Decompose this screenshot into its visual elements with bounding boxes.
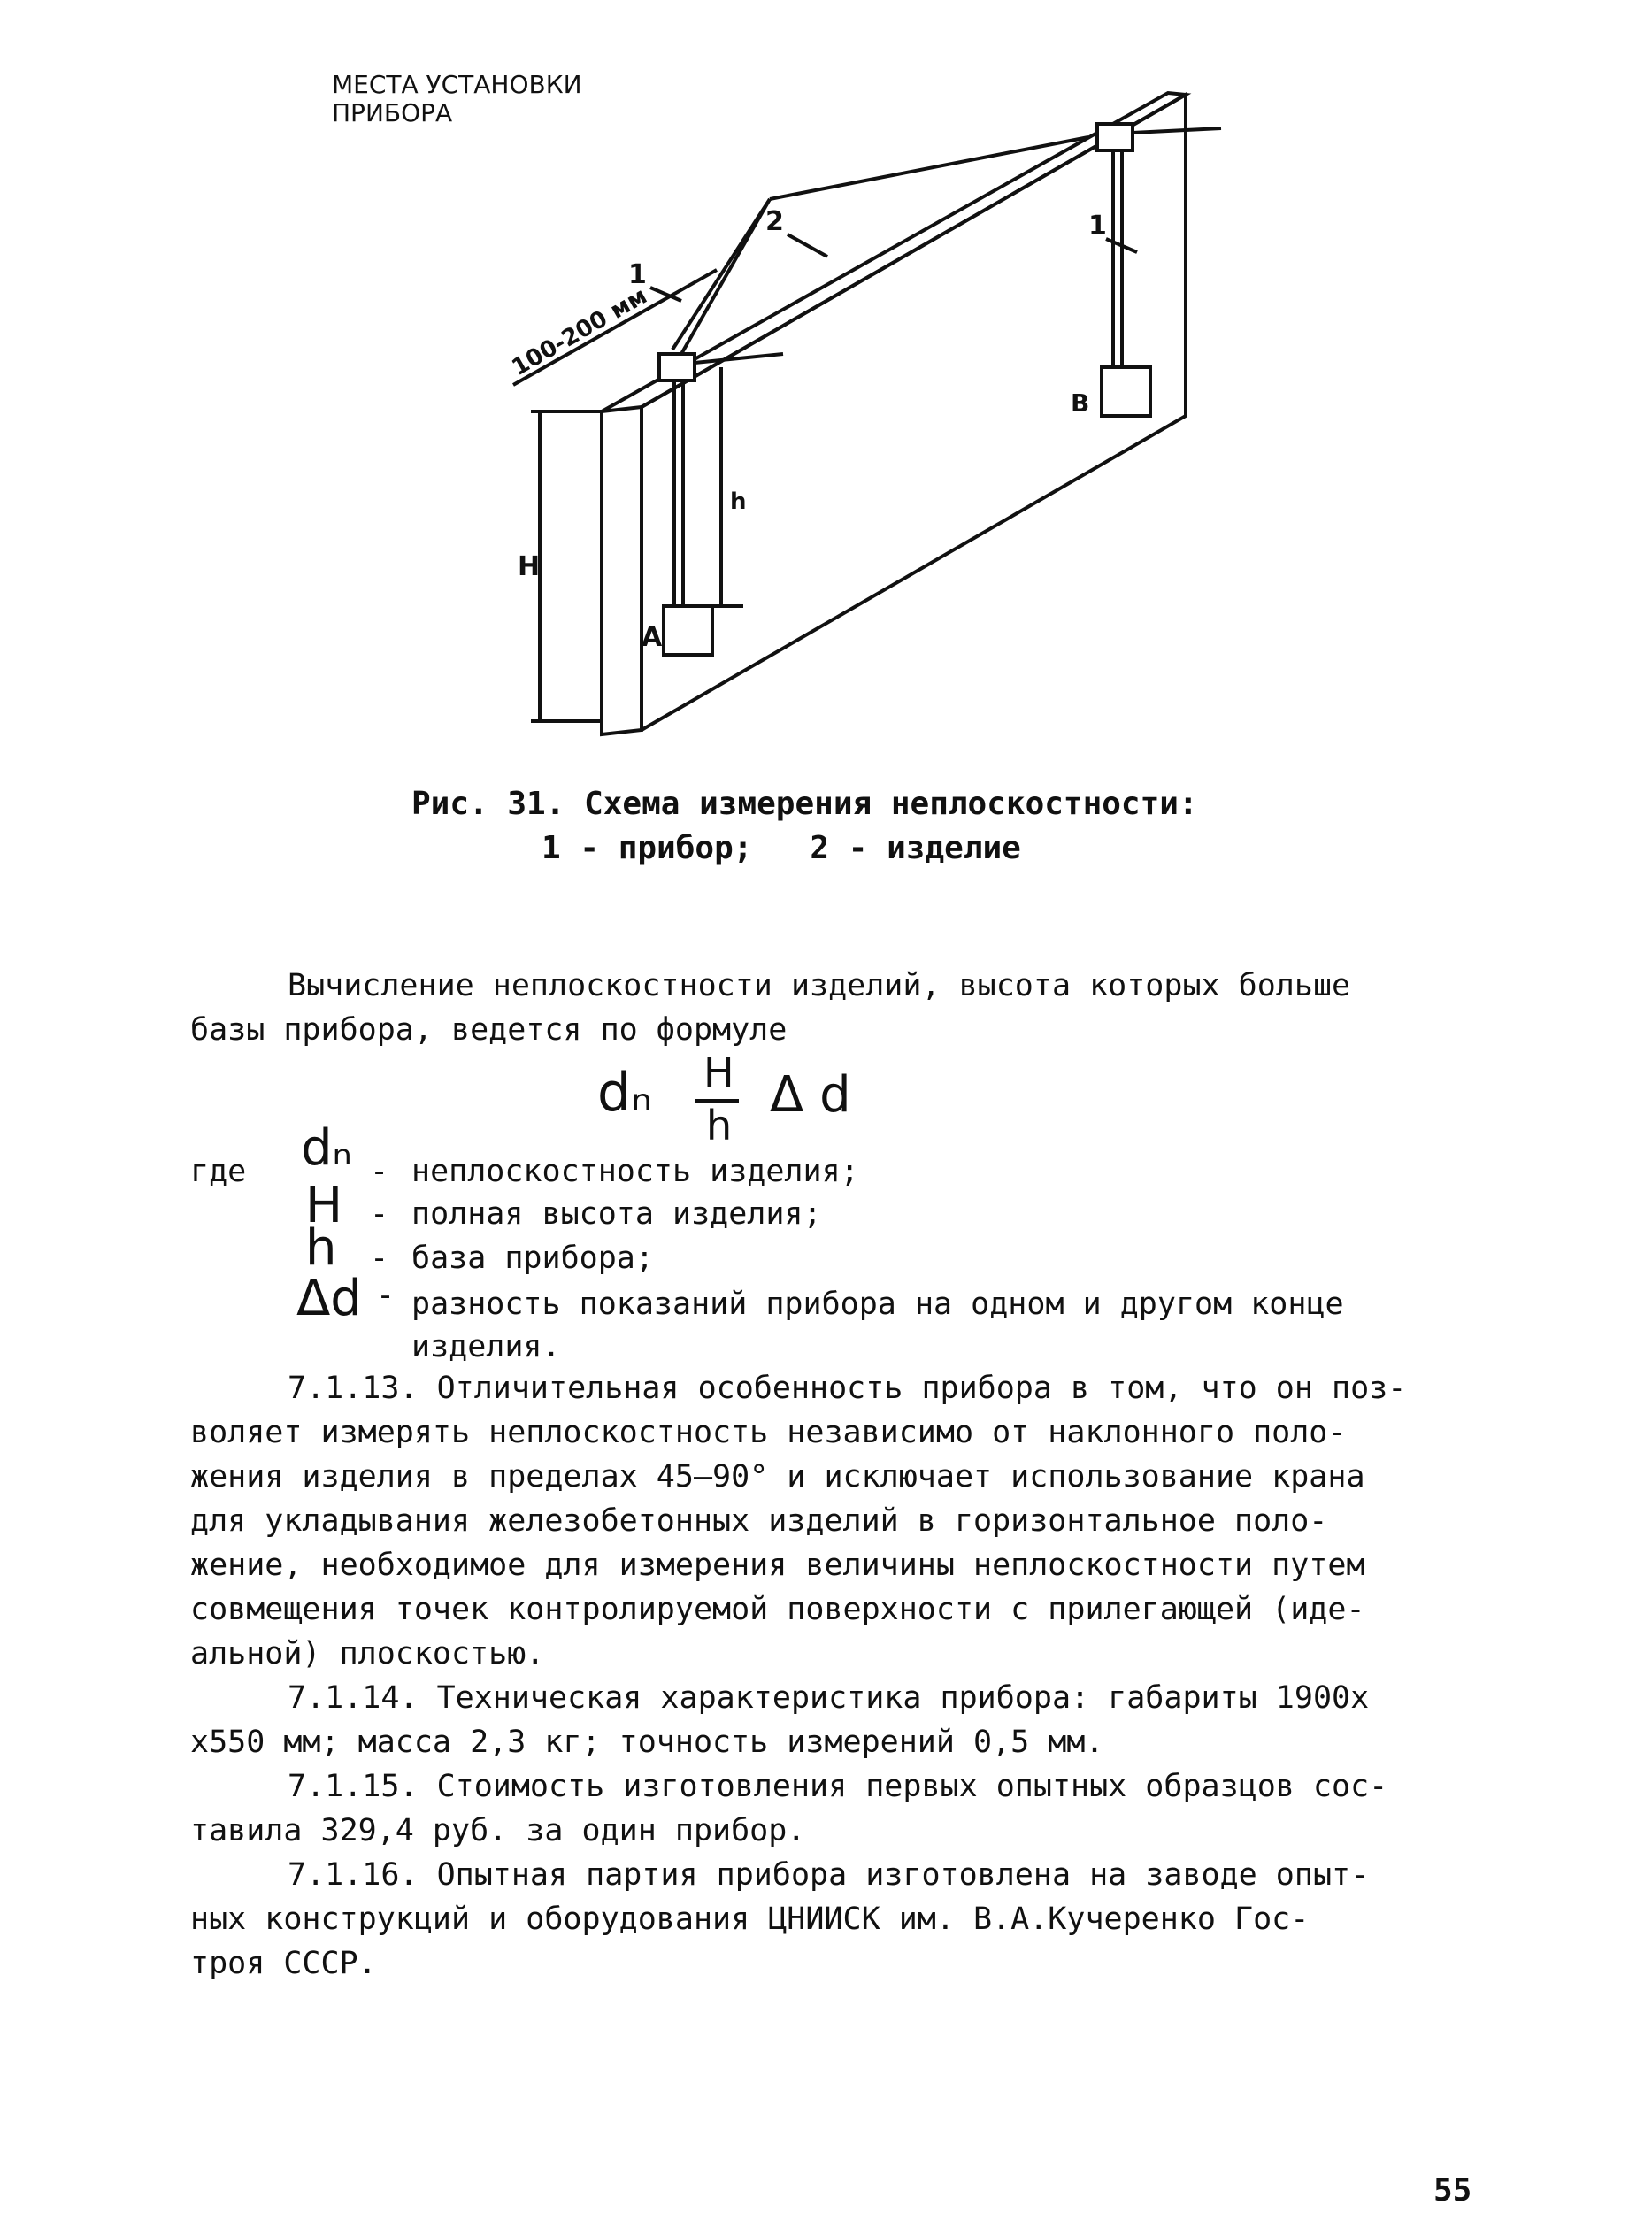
height-label: H bbox=[518, 551, 541, 582]
device-b-head bbox=[1097, 124, 1133, 150]
device-label-a: 1 bbox=[628, 259, 647, 290]
legend-text-dn: неплоскостность изделия; bbox=[411, 1154, 859, 1189]
device-b-arm bbox=[1133, 128, 1221, 133]
device-a-arm bbox=[695, 354, 783, 363]
legend-symbol-H: H bbox=[305, 1177, 343, 1234]
legend-where: где bbox=[190, 1154, 247, 1189]
p13-line2: воляет измерять неплоскостность независимо от наклонного поло- bbox=[190, 1415, 1347, 1450]
legend-symbol-dn: dₙ bbox=[301, 1119, 352, 1177]
offset-label: 100-200 мм bbox=[507, 282, 652, 382]
p14-line2: х550 мм; масса 2,3 кг; точность измерений 0,5 мм. bbox=[190, 1725, 1104, 1760]
p16-line2: ных конструкций и оборудования ЦНИИСК им. В.А.Кучеренко Гос- bbox=[190, 1902, 1310, 1937]
legend-dash-dn: - bbox=[370, 1154, 389, 1189]
legend-text-delta-d: разность показаний прибора на одном и другом конце bbox=[411, 1287, 1344, 1322]
page-number: 55 bbox=[1433, 2172, 1472, 2209]
intro-line2: базы прибора, ведется по формуле bbox=[190, 1012, 788, 1048]
legend-dash-delta-d: - bbox=[376, 1278, 396, 1313]
point-b-label: B bbox=[1071, 388, 1090, 418]
legend-text-h: база прибора; bbox=[411, 1241, 654, 1276]
device-a-head bbox=[659, 354, 695, 380]
legend-dash-H: - bbox=[370, 1196, 389, 1232]
p15-line1: 7.1.15. Стоимость изготовления первых опытных образцов сос- bbox=[288, 1769, 1388, 1804]
legend-text-delta-d-cont: изделия. bbox=[411, 1329, 561, 1364]
formula-numerator: H bbox=[703, 1049, 734, 1096]
figure-caption-line2: 1 - прибор; 2 - изделие bbox=[542, 830, 1021, 866]
formula-rhs: Δ d bbox=[770, 1066, 851, 1124]
p13-line4: для укладывания железобетонных изделий в горизонтальное поло- bbox=[190, 1503, 1328, 1539]
device-label-b: 1 bbox=[1088, 211, 1107, 242]
slab-end-face bbox=[602, 407, 642, 734]
formula-lhs: dₙ bbox=[597, 1062, 652, 1124]
mounting-label-line2: ПРИБОРА bbox=[332, 98, 453, 127]
p16-line1: 7.1.16. Опытная партия прибора изготовлена на заводе опыт- bbox=[288, 1857, 1370, 1893]
flatness-measurement-diagram bbox=[332, 70, 1274, 757]
legend-symbol-delta-d: Δd bbox=[296, 1270, 362, 1327]
p13-line3: жения изделия в пределах 45–90° и исключает использование крана bbox=[190, 1459, 1365, 1495]
formula-denominator: h bbox=[706, 1102, 733, 1149]
mounting-label-line1: МЕСТА УСТАНОВКИ bbox=[332, 70, 582, 99]
legend-dash-h: - bbox=[370, 1241, 389, 1276]
device-a-weight bbox=[664, 606, 712, 655]
figure-31-diagram bbox=[332, 70, 1274, 757]
legend-text-H: полная высота изделия; bbox=[411, 1196, 822, 1232]
p14-line1: 7.1.14. Техническая характеристика прибора: габариты 1900х bbox=[288, 1680, 1370, 1716]
p13-line1: 7.1.13. Отличительная особенность прибора в том, что он поз- bbox=[288, 1371, 1407, 1406]
figure-caption-line1: Рис. 31. Схема измерения неплоскостности: bbox=[411, 786, 1198, 822]
device-b-weight bbox=[1102, 367, 1150, 416]
intro-line1: Вычисление неплоскостности изделий, высота которых больше bbox=[288, 968, 1351, 1003]
product-label: 2 bbox=[765, 206, 784, 237]
legend-symbol-h: h bbox=[305, 1219, 337, 1277]
pointer-product bbox=[788, 234, 827, 257]
leader-line-2 bbox=[770, 137, 1088, 199]
base-label: h bbox=[730, 488, 747, 515]
p15-line2: тавила 329,4 руб. за один прибор. bbox=[190, 1813, 806, 1848]
p16-line3: троя СССР. bbox=[190, 1946, 377, 1981]
p13-line7: альной) плоскостью. bbox=[190, 1636, 545, 1671]
p13-line6: совмещения точек контролируемой поверхности с прилегающей (иде- bbox=[190, 1592, 1365, 1627]
point-a-label: A bbox=[642, 622, 663, 653]
p13-line5: жение, необходимое для измерения величины неплоскостности путем bbox=[190, 1548, 1365, 1583]
